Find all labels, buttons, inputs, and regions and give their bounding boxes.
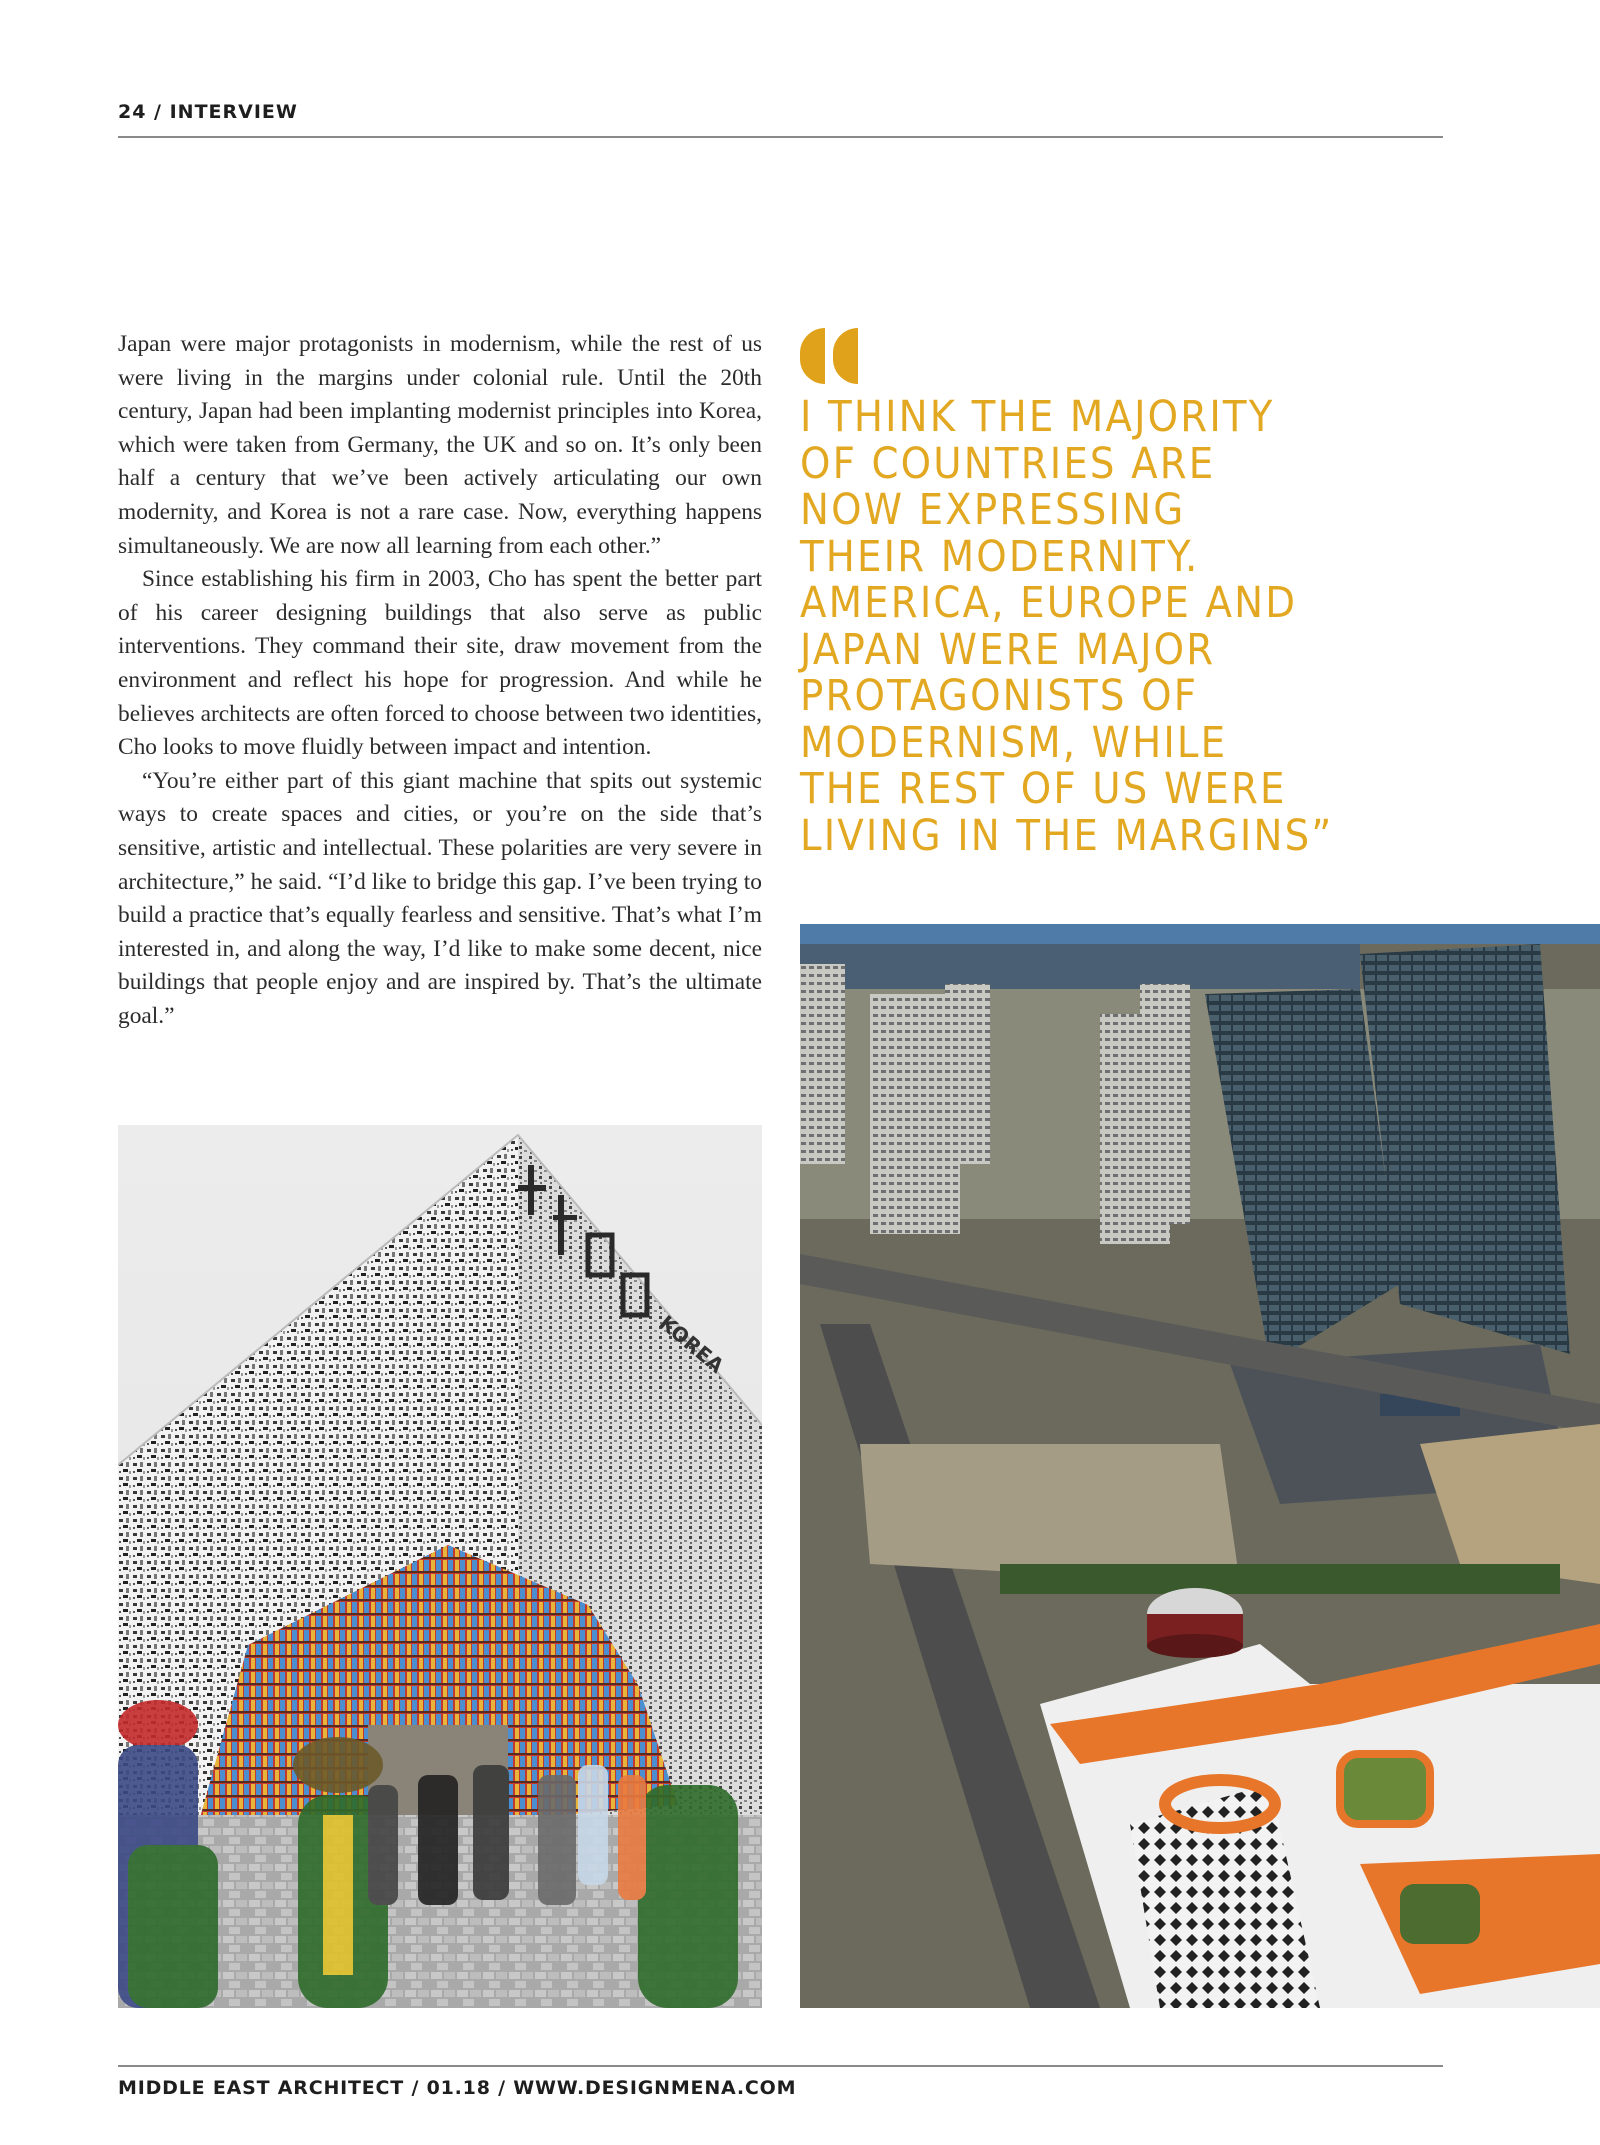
pull-quote-text — [800, 394, 1440, 859]
article-paragraph: Japan were major protagonists in modernism, while the rest of us were living in the margins under colonial rule. Until the 20th century, Japan had been implanting modernist principles into Korea, which were taken from Germany, the UK and so on. It’s only been half a century that we’ve been actively articulating our own modernity, and Korea is not a rare case. Now, everything happens simultaneously. We are now all learning from each other.” — [118, 331, 762, 559]
pull-quote-line: I THINK THE MAJORITY — [800, 392, 1275, 442]
pull-quote-line: THE REST OF US WERE — [800, 764, 1287, 814]
article-paragraph: Since establishing his firm in 2003, Cho has spent the better part of his career designing buildings that also serve as public interventions. They command their site, draw movement from the environment and reflect his hope for progression. And while he believes architects are often forced to choose between two identities, Cho looks to move fluidly between impact and intention. — [118, 566, 762, 761]
pull-quote-line: OF COUNTRIES ARE — [800, 438, 1216, 489]
pull-quote-line: AMERICA, EUROPE AND — [800, 578, 1298, 628]
aerial-city-photo — [800, 924, 1600, 2008]
facade-text: KOREA — [654, 1310, 729, 1378]
article-body — [118, 328, 762, 1033]
pull-quote-line: MODERNISM, WHILE — [800, 717, 1228, 768]
pull-quote-line: LIVING IN THE MARGINS” — [800, 810, 1334, 861]
pull-quote-line: NOW EXPRESSING — [800, 485, 1186, 535]
article-paragraph: “You’re either part of this giant machine that spits out systemic ways to create spaces and cities, or you’re on the side that’s sensitive, artistic and intellectual. These polarities are very severe in architecture,” he said. “I’d like to bridge this gap. I’ve been trying to build a practice that’s equally fearless and sensitive. That’s what I’m interested in, and along the way, I’d like to make some decent, nice buildings that people enjoy and are inspired by. That’s the ultimate goal.” — [118, 767, 762, 1029]
footer-rule — [118, 2065, 1443, 2067]
pull-quote-line: JAPAN WERE MAJOR — [800, 624, 1216, 675]
pull-quote-line: THEIR MODERNITY. — [800, 531, 1200, 582]
pull-quote-line: PROTAGONISTS OF — [800, 671, 1199, 721]
pull-quote — [800, 328, 1440, 859]
header-rule — [118, 136, 1443, 138]
open-quote-icon — [800, 328, 1440, 384]
footer-credit: MIDDLE EAST ARCHITECT / 01.18 / WWW.DESIGNMENA.COM — [118, 2077, 797, 2099]
korea-pavilion-photo — [118, 1125, 762, 2008]
running-head: 24 / INTERVIEW — [118, 101, 298, 123]
